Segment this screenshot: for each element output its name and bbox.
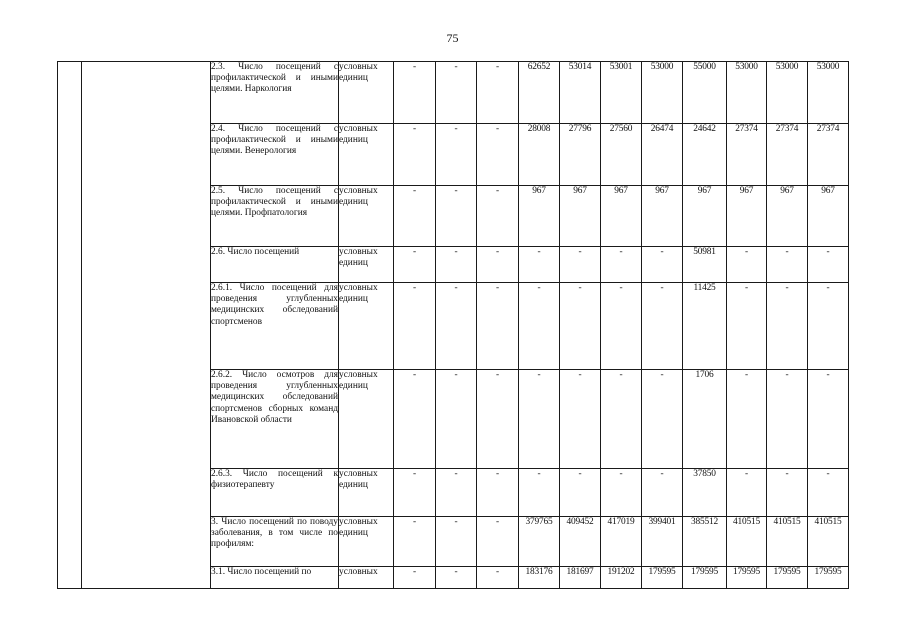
value-cell: 967 <box>727 186 767 247</box>
value-cell: 399401 <box>642 517 683 567</box>
value-cell: 1706 <box>683 370 727 469</box>
value-cell: - <box>601 469 642 517</box>
indicator-description: 3. Число посещений по поводу заболевания, в том числе по профилям: <box>211 517 339 567</box>
value-cell: - <box>767 283 808 370</box>
measurement-unit: условных единиц <box>339 469 394 517</box>
value-cell: - <box>601 370 642 469</box>
measurement-unit: условных <box>339 567 394 589</box>
value-cell: - <box>477 283 519 370</box>
value-cell: 179595 <box>808 567 849 589</box>
value-cell: 967 <box>560 186 601 247</box>
value-cell: - <box>519 370 560 469</box>
indicator-description: 2.4. Число посещений с профилактической и иными целями. Венерология <box>211 124 339 186</box>
value-cell: 27796 <box>560 124 601 186</box>
value-cell: - <box>394 247 436 283</box>
indicator-description: 2.6.3. Число посещений к физиотерапевту <box>211 469 339 517</box>
value-cell: - <box>477 370 519 469</box>
value-cell: - <box>519 469 560 517</box>
value-cell: 410515 <box>767 517 808 567</box>
value-cell: 967 <box>642 186 683 247</box>
value-cell: - <box>394 517 436 567</box>
value-cell: - <box>477 62 519 124</box>
value-cell: - <box>727 247 767 283</box>
value-cell: - <box>767 247 808 283</box>
value-cell: 53000 <box>727 62 767 124</box>
indicator-description: 2.6.1. Число посещений для проведения углубленных медицинских обследований спортсменов <box>211 283 339 370</box>
value-cell: - <box>394 370 436 469</box>
value-cell: 26474 <box>642 124 683 186</box>
value-cell: 181697 <box>560 567 601 589</box>
value-cell: 27374 <box>727 124 767 186</box>
value-cell: 179595 <box>767 567 808 589</box>
value-cell: 53000 <box>808 62 849 124</box>
value-cell: 179595 <box>727 567 767 589</box>
value-cell: 55000 <box>683 62 727 124</box>
value-cell: 417019 <box>601 517 642 567</box>
value-cell: 967 <box>601 186 642 247</box>
value-cell: 53000 <box>642 62 683 124</box>
value-cell: - <box>394 62 436 124</box>
value-cell: 27374 <box>808 124 849 186</box>
value-cell: - <box>519 283 560 370</box>
measurement-unit: условных единиц <box>339 517 394 567</box>
indicator-description: 3.1. Число посещений по <box>211 567 339 589</box>
page-number: 75 <box>446 31 459 45</box>
value-cell: - <box>477 247 519 283</box>
value-cell: 53000 <box>767 62 808 124</box>
value-cell: - <box>808 247 849 283</box>
value-cell: 379765 <box>519 517 560 567</box>
value-cell: - <box>767 469 808 517</box>
measurement-unit: условных единиц <box>339 247 394 283</box>
value-cell: - <box>436 567 477 589</box>
value-cell: - <box>436 469 477 517</box>
value-cell: - <box>477 124 519 186</box>
value-cell: 409452 <box>560 517 601 567</box>
value-cell: 53014 <box>560 62 601 124</box>
value-cell: - <box>642 283 683 370</box>
value-cell: - <box>519 247 560 283</box>
value-cell: - <box>436 186 477 247</box>
value-cell: - <box>436 283 477 370</box>
measurement-unit: условных единиц <box>339 186 394 247</box>
value-cell: 37850 <box>683 469 727 517</box>
value-cell: 967 <box>767 186 808 247</box>
value-cell: - <box>727 370 767 469</box>
value-cell: 191202 <box>601 567 642 589</box>
value-cell: - <box>560 247 601 283</box>
value-cell: - <box>560 469 601 517</box>
measurement-unit: условных единиц <box>339 283 394 370</box>
value-cell: 27374 <box>767 124 808 186</box>
value-cell: 183176 <box>519 567 560 589</box>
blank-column-2 <box>82 62 211 589</box>
value-cell: - <box>560 283 601 370</box>
value-cell: - <box>394 124 436 186</box>
value-cell: 179595 <box>642 567 683 589</box>
value-cell: - <box>601 247 642 283</box>
value-cell: - <box>477 517 519 567</box>
value-cell: - <box>436 517 477 567</box>
indicator-description: 2.3. Число посещений с профилактической и иными целями. Наркология <box>211 62 339 124</box>
indicator-description: 2.6. Число посещений <box>211 247 339 283</box>
value-cell: 62652 <box>519 62 560 124</box>
value-cell: - <box>477 567 519 589</box>
value-cell: - <box>394 186 436 247</box>
value-cell: 967 <box>519 186 560 247</box>
value-cell: - <box>436 62 477 124</box>
table-row <box>58 62 849 124</box>
value-cell: 27560 <box>601 124 642 186</box>
value-cell: 28008 <box>519 124 560 186</box>
value-cell: - <box>394 283 436 370</box>
value-cell: - <box>642 370 683 469</box>
value-cell: 410515 <box>727 517 767 567</box>
value-cell: 24642 <box>683 124 727 186</box>
value-cell: - <box>436 124 477 186</box>
value-cell: 50981 <box>683 247 727 283</box>
value-cell: - <box>394 469 436 517</box>
indicator-description: 2.5. Число посещений с профилактической и иными целями. Профпатология <box>211 186 339 247</box>
measurement-unit: условных единиц <box>339 124 394 186</box>
value-cell: - <box>808 469 849 517</box>
measurement-unit: условных единиц <box>339 370 394 469</box>
value-cell: - <box>727 469 767 517</box>
value-cell: 967 <box>683 186 727 247</box>
value-cell: - <box>808 370 849 469</box>
value-cell: - <box>642 247 683 283</box>
value-cell: 967 <box>808 186 849 247</box>
value-cell: - <box>394 567 436 589</box>
value-cell: - <box>727 283 767 370</box>
blank-column-1 <box>58 62 82 589</box>
value-cell: - <box>601 283 642 370</box>
indicator-description: 2.6.2. Число осмотров для проведения углубленных медицинских обследований спортсменов сборных команд Ивановской области <box>211 370 339 469</box>
value-cell: 385512 <box>683 517 727 567</box>
value-cell: - <box>477 186 519 247</box>
value-cell: 11425 <box>683 283 727 370</box>
value-cell: - <box>767 370 808 469</box>
value-cell: - <box>642 469 683 517</box>
value-cell: 410515 <box>808 517 849 567</box>
indicators-table <box>57 61 849 589</box>
value-cell: 179595 <box>683 567 727 589</box>
value-cell: - <box>808 283 849 370</box>
measurement-unit: условных единиц <box>339 62 394 124</box>
table-body <box>58 62 849 589</box>
value-cell: 53001 <box>601 62 642 124</box>
value-cell: - <box>477 469 519 517</box>
value-cell: - <box>560 370 601 469</box>
value-cell: - <box>436 247 477 283</box>
value-cell: - <box>436 370 477 469</box>
